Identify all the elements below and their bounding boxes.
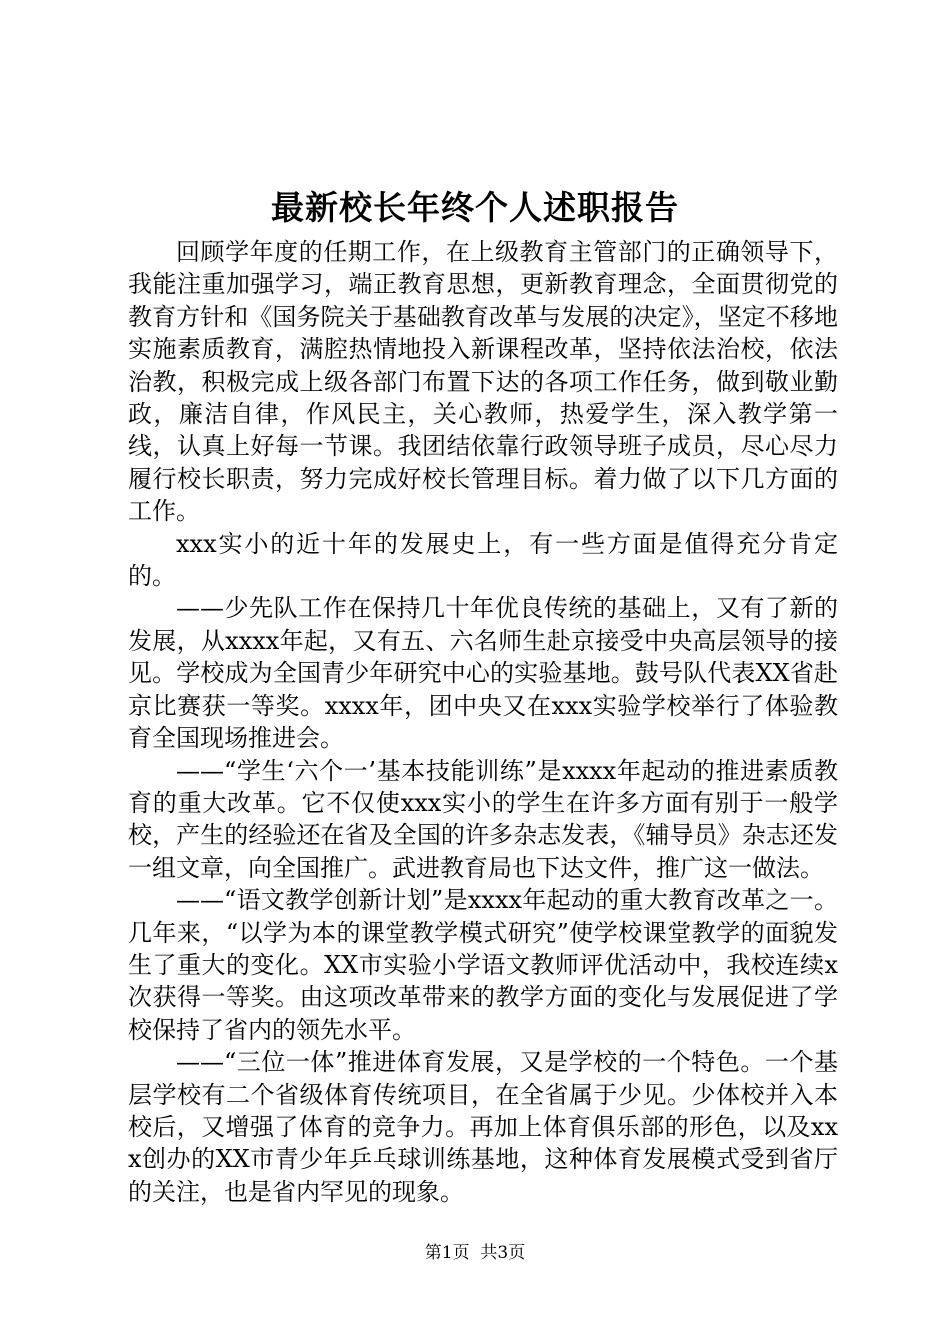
page-number: 第1页 (424, 1243, 470, 1263)
page-footer (0, 1241, 950, 1265)
paragraph-chinese-teaching: ——“语文教学创新计划”是xxxx年起动的重大教育改革之一。几年来，“以学为本的课堂教学模式研究”使学校课堂教学的面貌发生了重大的变化。XX市实验小学语文教师评优活动中，我校连续x次获得一等奖。由这项改革带来的教学方面的变化与发展促进了学校保持了省内的领先水平。 (128, 886, 838, 1044)
paragraph-sports: ——“三位一体”推进体育发展，又是学校的一个特色。一个基层学校有二个省级体育传统项目，在全省属于少见。少体校并入本校后，又增强了体育的竞争力。再加上体育俱乐部的形色，以及xxx创办的XX市青少年乒乓球训练基地，这种体育发展模式受到省厅的关注，也是省内罕见的现象。 (128, 1048, 838, 1206)
paragraph-young-pioneers: ——少先队工作在保持几十年优良传统的基础上，又有了新的发展，从xxxx年起，又有五、六名师生赴京接受中央高层领导的接见。学校成为全国青少年研究中心的实验基地。鼓号队代表XX省赴京比赛获一等奖。xxxx年，团中央又在xxx实验学校举行了体验教育全国现场推进会。 (128, 594, 838, 753)
paragraph-skills-training: ——“学生‘六个一’基本技能训练”是xxxx年起动的推进素质教育的重大改革。它不仅使xxx实小的学生在许多方面有别于一般学校，产生的经验还在省及全国的许多杂志发表，《辅导员》杂志还发一组文章，向全国推广。武进教育局也下达文件，推广这一做法。 (128, 756, 838, 882)
paragraph-history: xxx实小的近十年的发展史上，有一些方面是值得充分肯定的。 (128, 529, 838, 591)
paragraph-intro: 回顾学年度的任期工作，在上级教育主管部门的正确领导下，我能注重加强学习，端正教育思想，更新教育理念，全面贯彻党的教育方针和《国务院关于基础教育改革与发展的决定》，坚定不移地实施素质教育，满腔热情地投入新课程改革，坚持依法治校，依法治教，积极完成上级各部门布置下达的各项工作任务，做到敬业勤政，廉洁自律，作风民主，关心教师，热爱学生，深入教学第一线，认真上好每一节课。我团结依靠行政领导班子成员，尽心尽力履行校长职责，努力完成好校长管理目标。着力做了以下几方面的工作。 (128, 238, 838, 526)
document-title: 最新校长年终个人述职报告 (271, 188, 679, 227)
page-total: 共3页 (480, 1243, 526, 1263)
document-body (128, 236, 838, 1208)
